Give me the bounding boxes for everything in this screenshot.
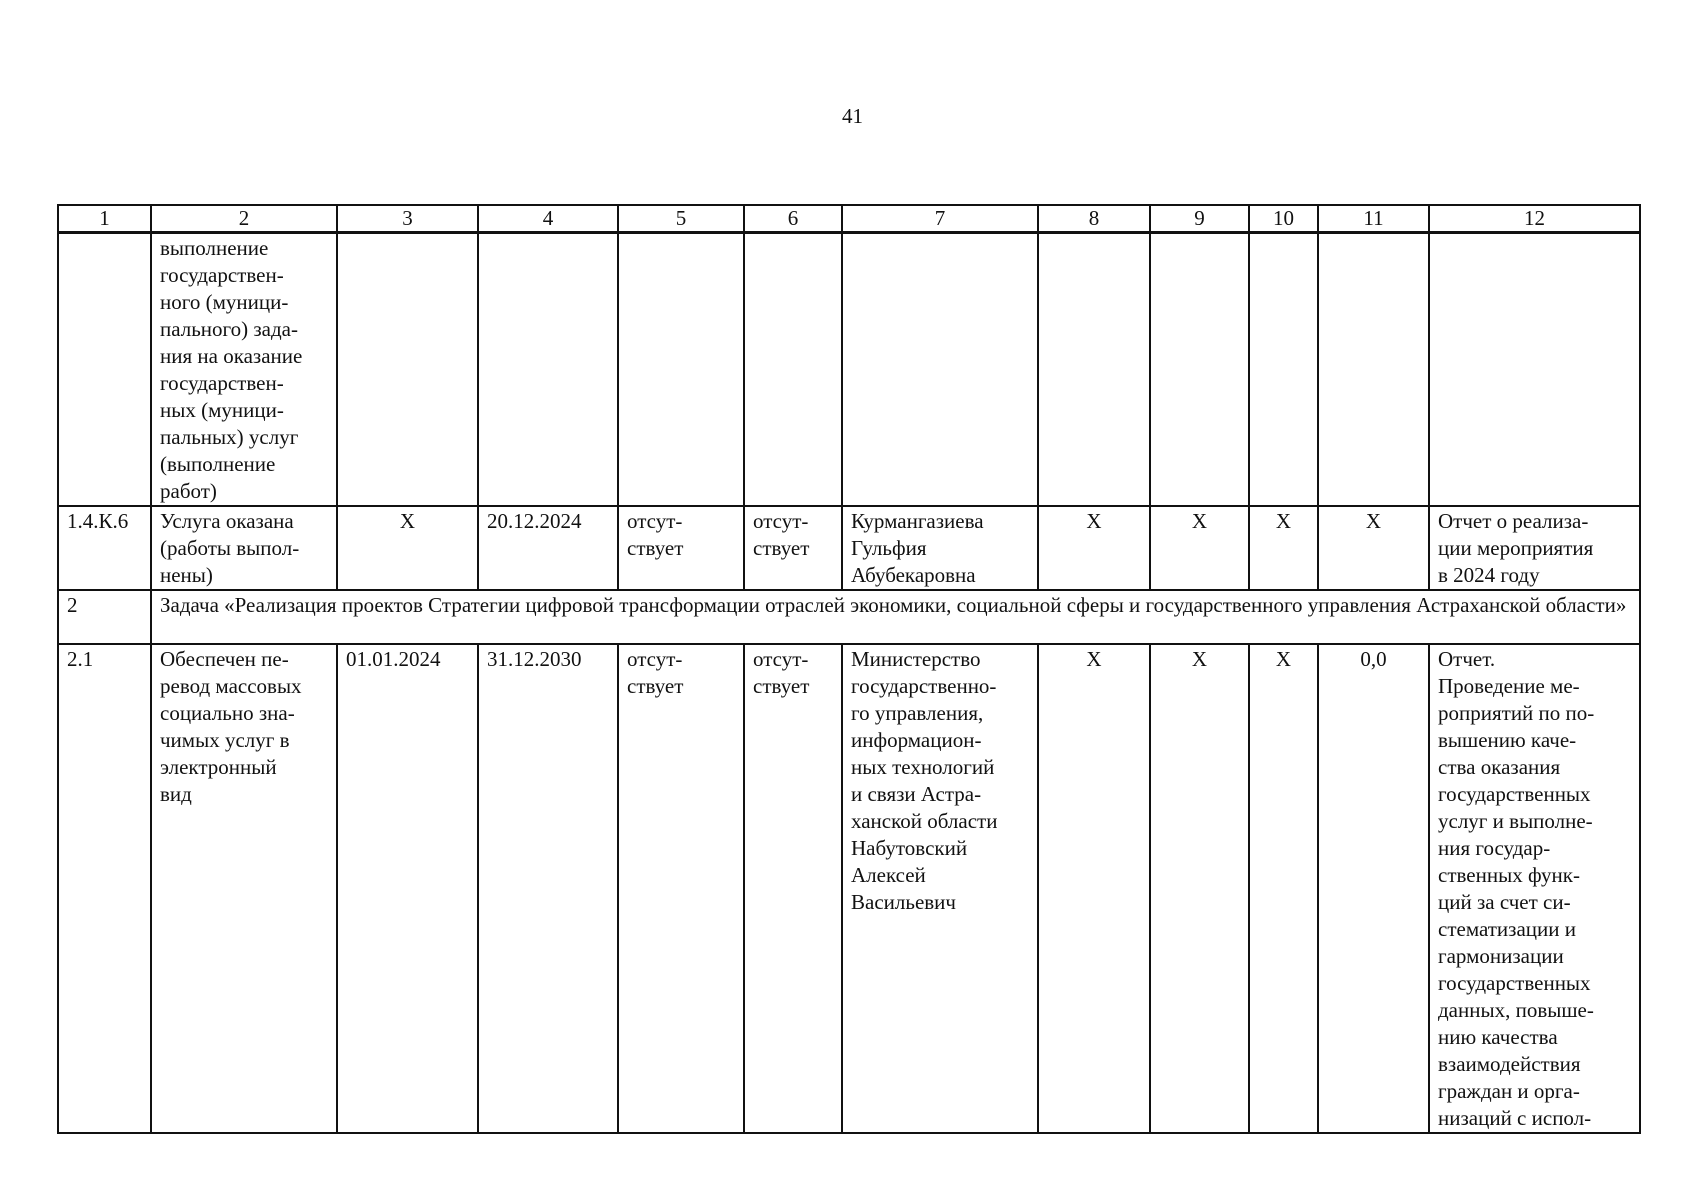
column-header: 2: [151, 205, 337, 233]
cell-number: 2: [58, 590, 151, 644]
cell-result: Услуга оказана (работы выпол- нены): [151, 506, 337, 590]
column-header: 1: [58, 205, 151, 233]
cell-col10: [1249, 233, 1318, 507]
cell-end-date: 20.12.2024: [478, 506, 618, 590]
column-header: 11: [1318, 205, 1429, 233]
cell-responsible: Курмангазиева Гульфия Абубекаровна: [842, 506, 1038, 590]
activities-table: [57, 204, 1641, 1134]
cell-col6: [744, 233, 842, 507]
cell-col10: X: [1249, 644, 1318, 1133]
cell-col9: X: [1150, 644, 1249, 1133]
cell-col10: X: [1249, 506, 1318, 590]
cell-number: [58, 233, 151, 507]
cell-col5: отсут- ствует: [618, 644, 744, 1133]
task-title-cell: Задача «Реализация проектов Стратегии цифровой трансформации отраслей экономики, социальной сферы и государственного управления Астраханской области»: [151, 590, 1640, 644]
table-row-continued: [58, 233, 1640, 507]
cell-end-date: [478, 233, 618, 507]
column-header: 12: [1429, 205, 1640, 233]
cell-start-date: [337, 233, 478, 507]
page-number: 41: [842, 104, 863, 128]
cell-col8: X: [1038, 644, 1150, 1133]
column-header: 6: [744, 205, 842, 233]
cell-number: 1.4.К.6: [58, 506, 151, 590]
cell-result: выполнение государствен- ного (муници- пального) зада- ния на оказание государствен- ных (муници- пальных) услуг (выполнение работ): [151, 233, 337, 507]
cell-col11: X: [1318, 506, 1429, 590]
cell-col11: [1318, 233, 1429, 507]
cell-end-date: 31.12.2030: [478, 644, 618, 1133]
cell-col5: [618, 233, 744, 507]
column-header: 9: [1150, 205, 1249, 233]
column-header: 7: [842, 205, 1038, 233]
cell-col6: отсут- ствует: [744, 506, 842, 590]
cell-responsible: [842, 233, 1038, 507]
cell-col9: X: [1150, 506, 1249, 590]
table-row-1-4-k6: [58, 506, 1640, 590]
cell-document: [1429, 233, 1640, 507]
column-header: 8: [1038, 205, 1150, 233]
column-header: 5: [618, 205, 744, 233]
cell-document: Отчет о реализа- ции мероприятия в 2024 году: [1429, 506, 1640, 590]
cell-start-date: 01.01.2024: [337, 644, 478, 1133]
cell-responsible: Министерство государственно- го управления, информацион- ных технологий и связи Астра- ханской области Набутовский Алексей Васильевич: [842, 644, 1038, 1133]
column-number-row: [58, 205, 1640, 233]
cell-col5: отсут- ствует: [618, 506, 744, 590]
column-header: 4: [478, 205, 618, 233]
cell-result: Обеспечен пе- ревод массовых социально зна- чимых услуг в электронный вид: [151, 644, 337, 1133]
cell-col9: [1150, 233, 1249, 507]
cell-number: 2.1: [58, 644, 151, 1133]
cell-document: Отчет. Проведение ме- роприятий по по- вышению каче- ства оказания государственных услуг и выполне- ния государ- ственных функ- ций за счет си- стематизации и гармонизации государственных данных, повыше- нию качества взаимодействия граждан и орга- низаций с испол-: [1429, 644, 1640, 1133]
cell-col11: 0,0: [1318, 644, 1429, 1133]
table-row-task-2: [58, 590, 1640, 644]
cell-col6: отсут- ствует: [744, 644, 842, 1133]
table-row-2-1: [58, 644, 1640, 1133]
cell-start-date: X: [337, 506, 478, 590]
column-header: 10: [1249, 205, 1318, 233]
cell-col8: X: [1038, 506, 1150, 590]
cell-col8: [1038, 233, 1150, 507]
column-header: 3: [337, 205, 478, 233]
